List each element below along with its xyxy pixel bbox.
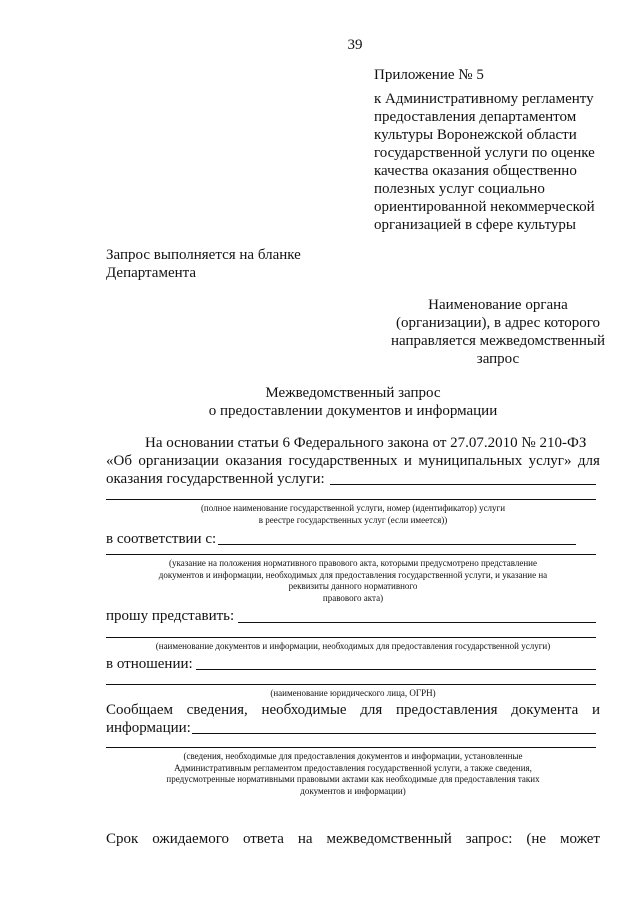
inform-fill-line[interactable] xyxy=(192,733,596,734)
addressee-line: (организации), в адрес которого xyxy=(395,315,601,331)
note-line: предусмотренные нормативными правовыми актами как необходимые для предоставления таких xyxy=(166,774,540,784)
page-number: 39 xyxy=(347,37,363,53)
intro-line-3: оказания государственной услуги: xyxy=(106,471,325,487)
note-line: документов и информации, необходимых для предоставления государственной услуги, и указание на xyxy=(158,569,548,580)
intro-word: «Об xyxy=(106,453,132,469)
intro-line-1: На основании статьи 6 Федерального закона от 27.07.2010 № 210-ФЗ xyxy=(145,435,587,451)
deadline-word: запрос: xyxy=(465,831,513,847)
appendix-line: предоставления департаментом xyxy=(374,109,577,125)
note-line: (сведения, необходимые для предоставления документов и информации, установленные xyxy=(183,751,523,761)
addressee-line: Наименование органа xyxy=(428,297,568,313)
appendix-line: ориентированной некоммерческой xyxy=(374,199,595,215)
blank-note xyxy=(106,246,301,282)
note-line: правового акта) xyxy=(322,592,384,603)
note-documents: (наименование документов и информации, необходимых для предоставления государственной услуги) xyxy=(155,641,551,651)
deadline-word: может xyxy=(559,831,600,847)
inform-word: предоставления xyxy=(395,702,498,718)
request-label: прошу представить: xyxy=(106,608,235,624)
inform-word: необходимые xyxy=(261,702,347,718)
intro-word: оказания xyxy=(225,453,283,469)
addressee-line: направляется межведомственный xyxy=(391,333,605,349)
note-entity: (наименование юридического лица, ОГРН) xyxy=(270,688,436,698)
request-fill-line-2[interactable] xyxy=(106,637,596,638)
inform-line xyxy=(106,701,600,719)
deadline-line xyxy=(106,830,600,848)
note-info xyxy=(106,751,600,797)
intro-word: государственных xyxy=(288,453,398,469)
regarding-fill-line[interactable] xyxy=(196,669,596,670)
appendix-line: культуры Воронежской области xyxy=(374,127,577,143)
request-fill-line[interactable] xyxy=(238,622,596,623)
accordance-fill-line[interactable] xyxy=(218,544,576,545)
intro-word: и xyxy=(403,453,412,469)
heading-line: Межведомственный запрос xyxy=(265,385,441,401)
inform-word: для xyxy=(360,702,383,718)
addressee-line: запрос xyxy=(476,351,520,367)
appendix-line: организацией в сфере культуры xyxy=(374,217,577,233)
blank-note-line: Запрос выполняется на бланке xyxy=(106,247,301,263)
regarding-label: в отношении: xyxy=(106,656,193,672)
heading-line: о предоставлении документов и информации xyxy=(208,403,498,419)
deadline-word: на xyxy=(297,831,313,847)
inform-fill-line-2[interactable] xyxy=(106,747,596,748)
note-line: Административным регламентом предоставления государственной услуги, а также сведения, xyxy=(174,762,532,773)
service-fill-line[interactable] xyxy=(330,484,596,485)
inform-word: документа xyxy=(511,702,579,718)
appendix-title: Приложение № 5 xyxy=(374,67,484,83)
intro-word: организации xyxy=(138,453,219,469)
accordance-label: в соответствии с: xyxy=(106,531,217,547)
note-act xyxy=(106,558,600,604)
appendix-line: государственной услуги по оценке xyxy=(374,145,595,161)
inform-label: информации: xyxy=(106,720,191,736)
inform-word: и xyxy=(591,702,600,718)
intro-word: для xyxy=(577,453,600,469)
regarding-fill-line-2[interactable] xyxy=(106,684,596,685)
deadline-word: межведомственный xyxy=(326,831,452,847)
blank-note-line: Департамента xyxy=(106,265,197,281)
inform-word: сведения, xyxy=(186,702,248,718)
appendix-line: качества оказания общественно xyxy=(374,163,577,179)
note-line: в реестре государственных услуг (если имеется)) xyxy=(258,514,448,525)
service-fill-line-2[interactable] xyxy=(106,499,596,500)
note-line: (полное наименование государственной услуги, номер (идентификатор) услуги xyxy=(200,503,506,513)
deadline-word: ожидаемого xyxy=(152,831,229,847)
intro-word: услуг» xyxy=(528,453,572,469)
document-heading xyxy=(106,384,600,420)
deadline-word: Срок xyxy=(106,831,139,847)
note-line: реквизиты данного нормативного xyxy=(288,581,418,591)
intro-word: муниципальных xyxy=(418,453,523,469)
inform-word: Сообщаем xyxy=(106,702,173,718)
note-service xyxy=(106,503,600,526)
deadline-word: (не xyxy=(526,831,547,847)
appendix-text xyxy=(374,90,595,234)
appendix-line: к Административному регламенту xyxy=(374,91,594,107)
note-line: документов и информации) xyxy=(300,785,406,796)
deadline-word: ответа xyxy=(242,831,284,847)
note-line: (указание на положения нормативного правового акта, которыми предусмотрено представление xyxy=(168,558,537,568)
intro-line-2 xyxy=(106,452,600,470)
addressee-block xyxy=(376,296,620,368)
appendix-line: полезных услуг социально xyxy=(374,181,545,197)
accordance-fill-line-2[interactable] xyxy=(106,554,596,555)
